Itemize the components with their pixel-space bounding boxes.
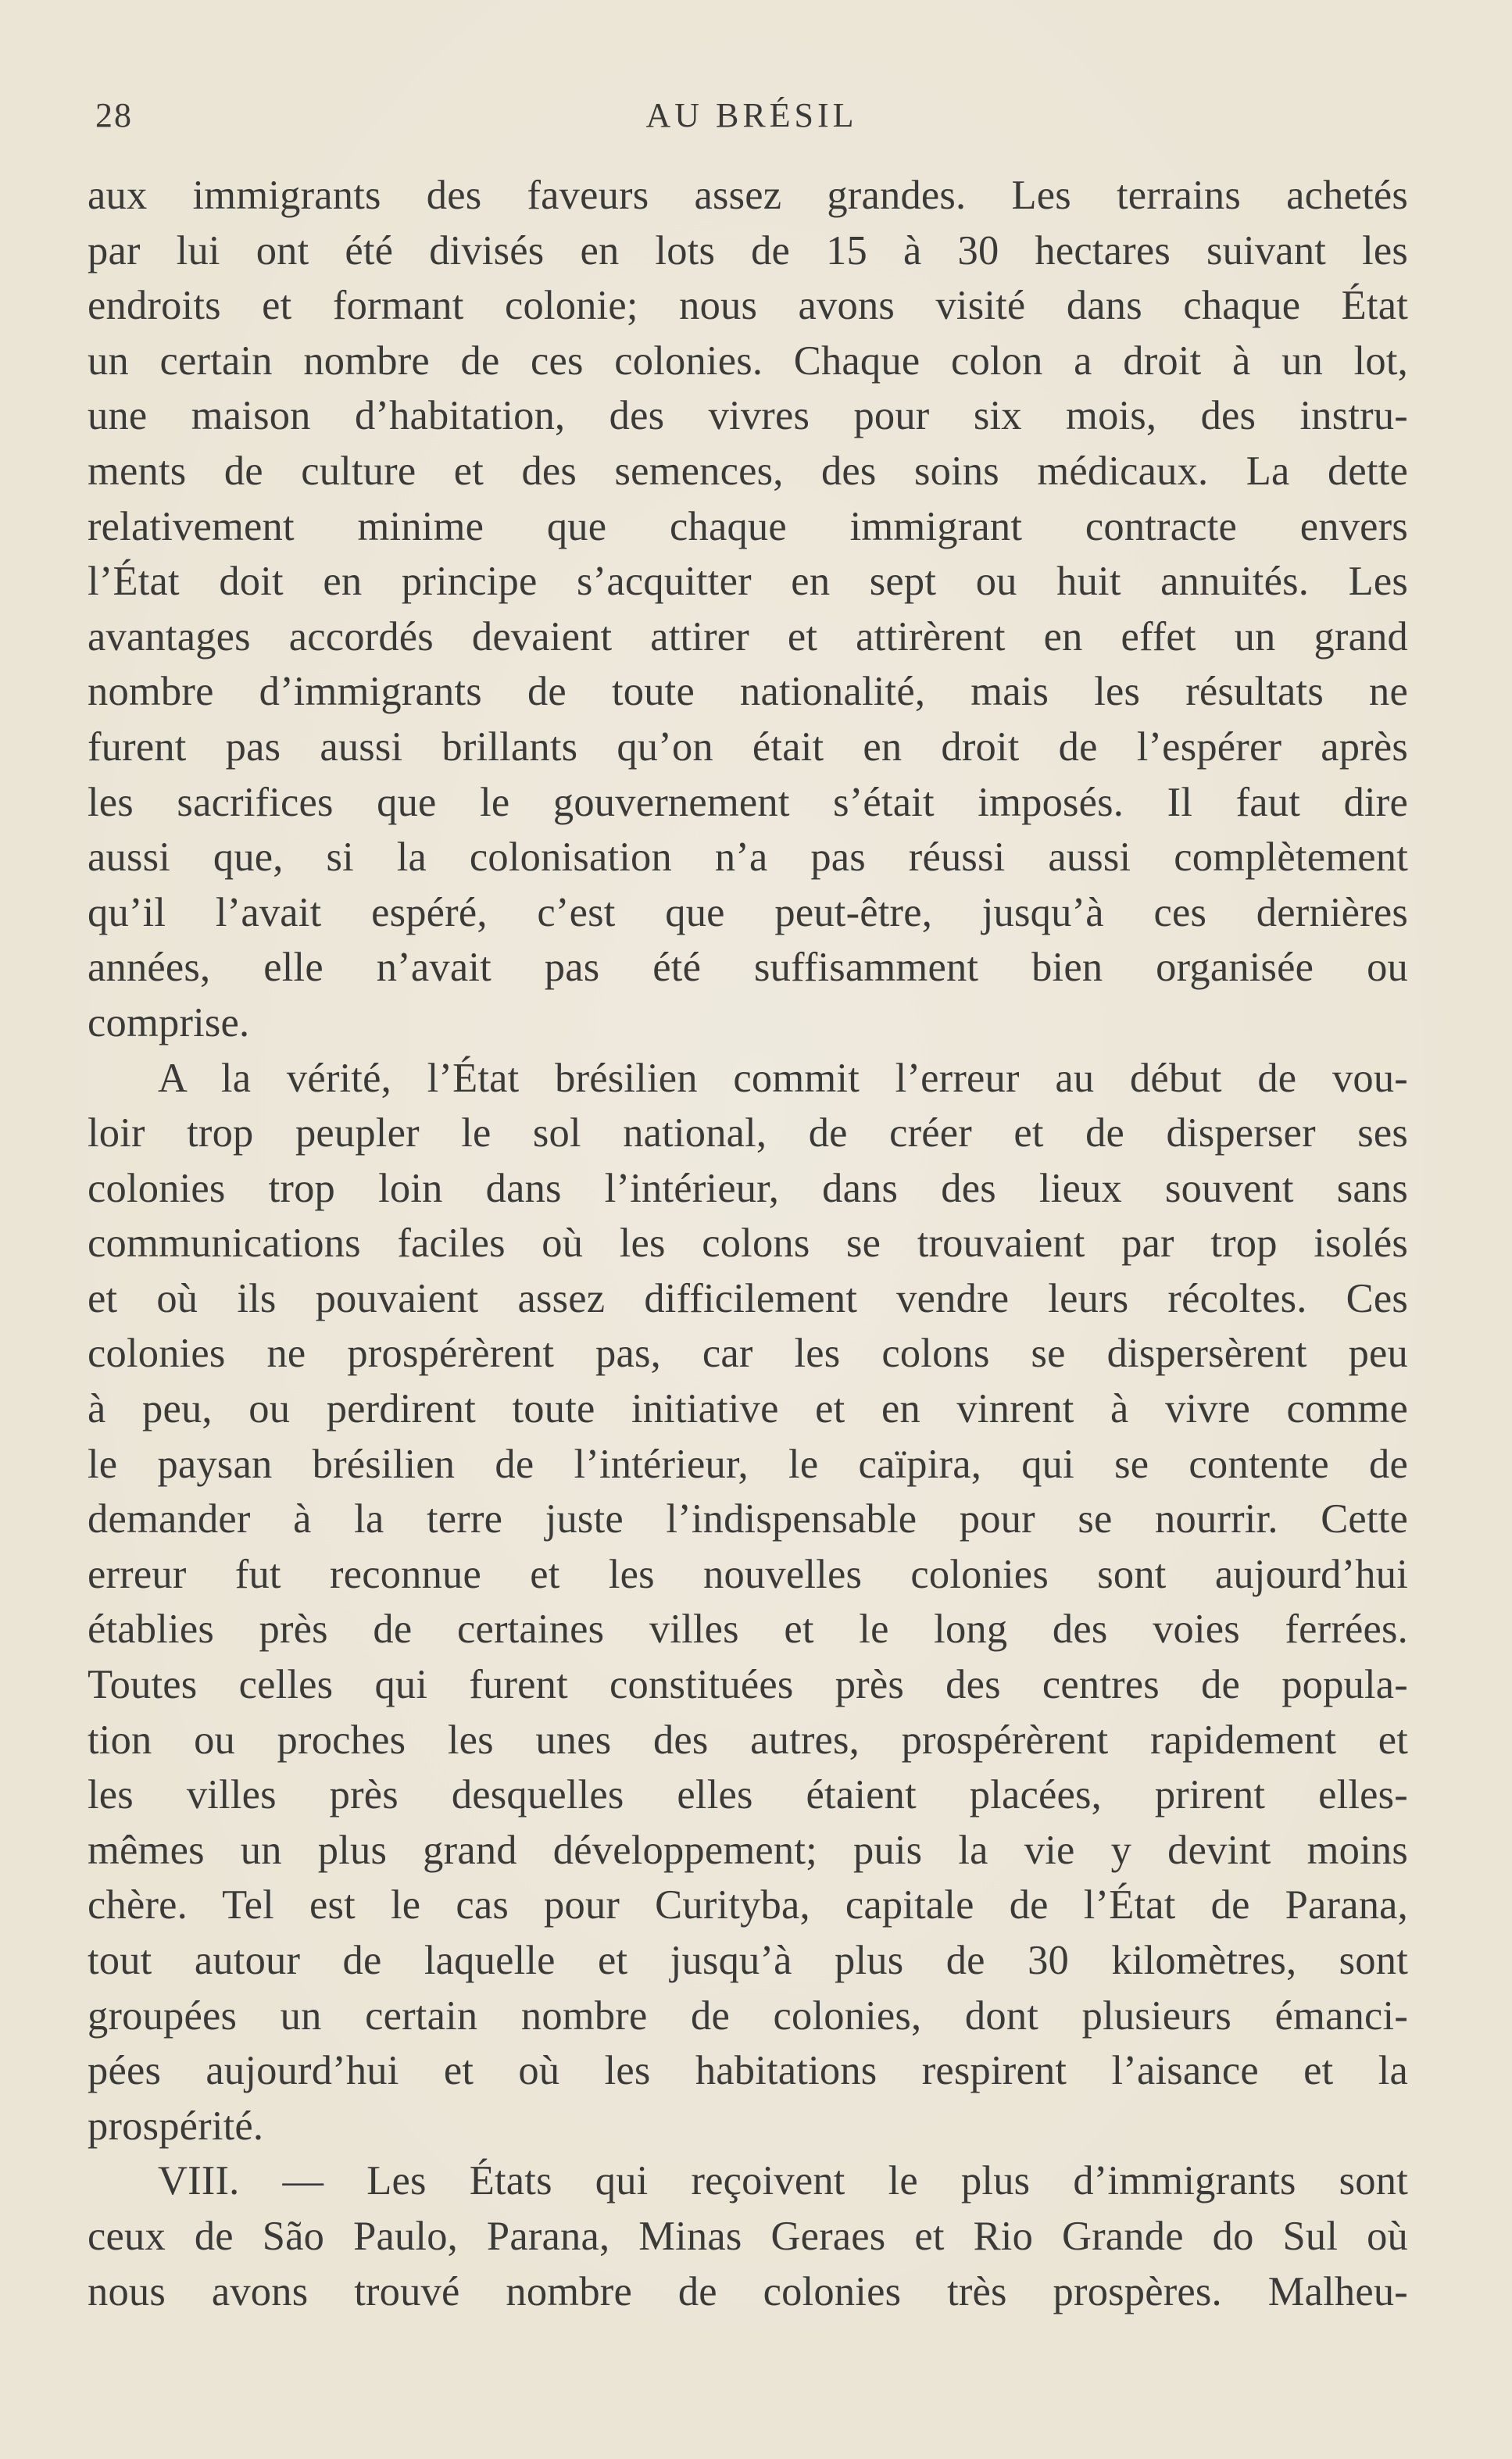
running-title: AU BRÉSIL [645, 96, 858, 134]
text-line: tion ou proches les unes des autres, prospérèrent rapidement et [88, 1717, 1408, 1763]
page-number: 28 [95, 96, 133, 134]
paragraph-end-line: comprise. [88, 999, 250, 1045]
text-line: par lui ont été divisés en lots de 15 à 30 hectares suivant les [88, 227, 1408, 273]
text-line: à peu, ou perdirent toute initiative et en vinrent à vivre comme [88, 1386, 1408, 1432]
text-line: endroits et formant colonie; nous avons visité dans chaque État [88, 283, 1408, 329]
text-line: colonies trop loin dans l’intérieur, dans des lieux souvent sans [88, 1165, 1408, 1211]
text-line: l’État doit en principe s’acquitter en sept ou huit annuités. Les [88, 559, 1408, 605]
text-line: aussi que, si la colonisation n’a pas réussi aussi complètement [88, 835, 1408, 881]
text-line: les villes près desquelles elles étaient placées, prirent elles- [88, 1772, 1408, 1818]
text-line: ments de culture et des semences, des soins médicaux. La dette [88, 448, 1408, 494]
text-line: le paysan brésilien de l’intérieur, le caïpira, qui se contente de [88, 1441, 1408, 1487]
text-line: aux immigrants des faveurs assez grandes. Les terrains achetés [88, 173, 1408, 218]
page-header [95, 92, 1408, 139]
text-line: mêmes un plus grand développement; puis la vie y devint moins [88, 1827, 1408, 1873]
text-line: furent pas aussi brillants qu’on était en droit de l’espérer après [88, 724, 1408, 770]
text-line: relativement minime que chaque immigrant contracte envers [88, 503, 1408, 549]
text-line: groupées un certain nombre de colonies, dont plusieurs émanci- [88, 1993, 1408, 2039]
text-line: erreur fut reconnue et les nouvelles colonies sont aujourd’hui [88, 1551, 1408, 1597]
text-line: chère. Tel est le cas pour Curityba, capitale de l’État de Parana, [88, 1882, 1408, 1928]
paragraph-first-line: VIII. — Les États qui reçoivent le plus d’immigrants sont [158, 2158, 1408, 2204]
text-line: colonies ne prospérèrent pas, car les colons se dispersèrent peu [88, 1331, 1408, 1377]
text-line: pées aujourd’hui et où les habitations respirent l’aisance et la [88, 2048, 1408, 2094]
paragraph-first-line: A la vérité, l’État brésilien commit l’erreur au début de vou- [158, 1055, 1408, 1101]
text-line: qu’il l’avait espéré, c’est que peut-être, jusqu’à ces dernières [88, 889, 1408, 935]
text-line: Toutes celles qui furent constituées près des centres de popula- [88, 1662, 1408, 1708]
text-line: une maison d’habitation, des vivres pour six mois, des instru- [88, 393, 1408, 439]
text-line: les sacrifices que le gouvernement s’était imposés. Il faut dire [88, 779, 1408, 825]
paragraph-end-line: prospérité. [88, 2103, 264, 2149]
text-line: communications faciles où les colons se trouvaient par trop isolés [88, 1221, 1408, 1267]
text-line: loir trop peupler le sol national, de créer et de disperser ses [88, 1110, 1408, 1156]
text-line: établies près de certaines villes et le long des voies ferrées. [88, 1607, 1408, 1653]
text-line: années, elle n’avait pas été suffisamment bien organisée ou [88, 945, 1408, 991]
text-line: avantages accordés devaient attirer et attirèrent en effet un grand [88, 613, 1408, 659]
text-line: tout autour de laquelle et jusqu’à plus de 30 kilomètres, sont [88, 1938, 1408, 1983]
text-line: nombre d’immigrants de toute nationalité, mais les résultats ne [88, 669, 1408, 715]
text-line: un certain nombre de ces colonies. Chaque colon a droit à un lot, [88, 338, 1408, 384]
text-line: ceux de São Paulo, Parana, Minas Geraes et Rio Grande do Sul où [88, 2213, 1408, 2259]
text-line: nous avons trouvé nombre de colonies très prospères. Malheu- [88, 2268, 1408, 2314]
text-line: et où ils pouvaient assez difficilement vendre leurs récoltes. Ces [88, 1275, 1408, 1321]
text-line: demander à la terre juste l’indispensable pour se nourrir. Cette [88, 1496, 1408, 1542]
body-text [88, 168, 1408, 2319]
